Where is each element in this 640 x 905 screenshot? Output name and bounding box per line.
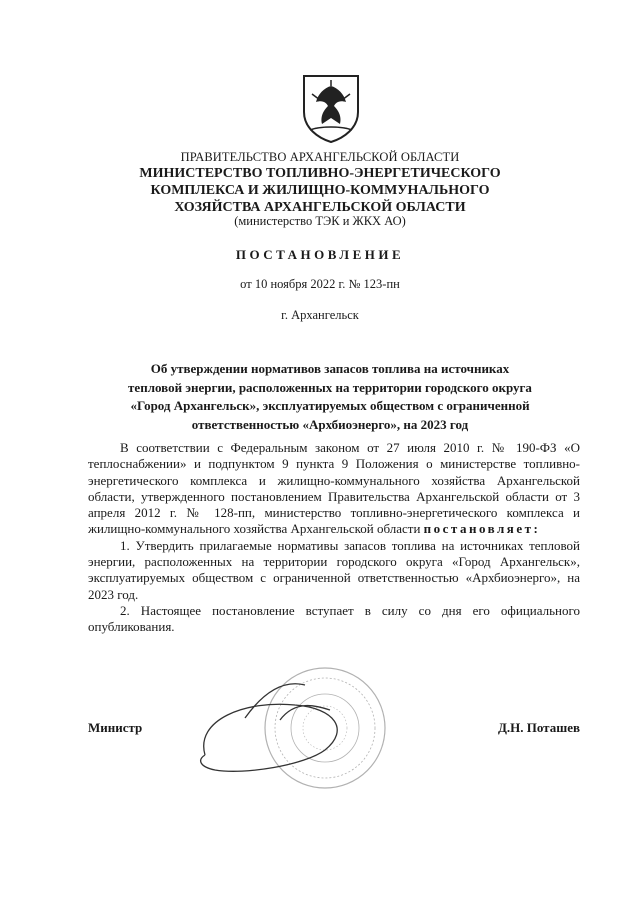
ministry-short-name: (министерство ТЭК и ЖКХ АО): [234, 214, 406, 228]
preamble-text: В соответствии с Федеральным законом от 27 июля 2010 г. № 190-ФЗ «О теплоснабжении» и подпунктом 9 пункта 9 Положения о министерстве топливно-энергетического комплекса и жилищно-коммунального хозяйства Архангельской области, утвержденного постановлением Правительства Архангельской области от 3 апреля 2012 г. № 128-пп, министерство топливно-энергетического комплекса и жилищно-коммунального хозяйства Архангельской области: [88, 440, 580, 537]
subject-line: тепловой энергии, расположенных на территории городского округа: [128, 379, 532, 395]
signer-name: Д.Н. Поташев: [497, 720, 580, 735]
document-body: [88, 440, 580, 636]
decides-keyword: постановляет:: [423, 521, 541, 537]
handwritten-signature-icon: [201, 684, 338, 772]
date-number: от 10 ноября 2022 г. № 123-пн: [240, 277, 400, 291]
subject-line: ответственностью «Архбиоэнерго», на 2023 год: [191, 416, 469, 432]
government-title: ПРАВИТЕЛЬСТВО АРХАНГЕЛЬСКОЙ ОБЛАСТИ: [180, 150, 460, 164]
city: г. Архангельск: [281, 308, 359, 322]
item-2: 2. Настоящее постановление вступает в силу со дня его официального опубликования.: [88, 602, 580, 635]
ministry-line: МИНИСТЕРСТВО ТОПЛИВНО-ЭНЕРГЕТИЧЕСКОГО: [139, 166, 501, 181]
ministry-title: [60, 165, 580, 216]
coat-of-arms-icon: [300, 72, 362, 144]
preamble-paragraph: [88, 440, 580, 538]
item-1: 1. Утвердить прилагаемые нормативы запасов топлива на источниках тепловой энергии, расположенных на территории городского округа «Город Архангельск», эксплуатируемых обществом с ограниченной ответственностью «Архбиоэнерго», на 2023 год.: [88, 537, 580, 602]
ministry-line: ХОЗЯЙСТВА АРХАНГЕЛЬСКОЙ ОБЛАСТИ: [174, 200, 466, 215]
document-subject: [95, 360, 565, 434]
ministry-line: КОМПЛЕКСА И ЖИЛИЩНО-КОММУНАЛЬНОГО: [150, 183, 490, 198]
official-seal-icon: [185, 660, 405, 810]
subject-line: Об утверждении нормативов запасов топлива на источниках: [150, 361, 510, 376]
signer-position: Министр: [88, 720, 143, 735]
document-type: ПОСТАНОВЛЕНИЕ: [235, 247, 405, 262]
subject-line: «Город Архангельск», эксплуатируемых обществом с ограниченной: [130, 398, 530, 413]
